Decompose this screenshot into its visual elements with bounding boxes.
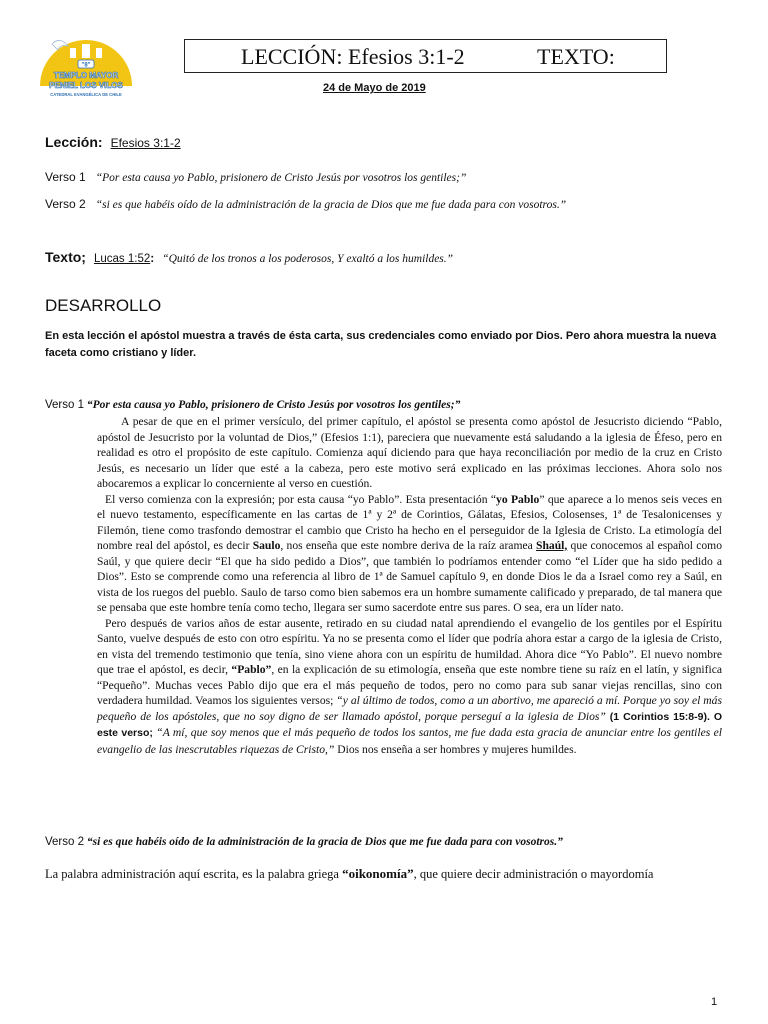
texto-line — [45, 249, 453, 267]
bold-run: (1 Corintios 15:8-9). O este verso; — [97, 710, 722, 739]
texto-text: “Quitó de los tronos a los poderosos, Y exaltó a los humildes.” — [162, 253, 454, 265]
paragraph: A pesar de que en el primer versículo, del primer capítulo, el apóstol se presenta como apóstol de Jesucristo diciendo “Pablo, apóstol de Jesucristo por la voluntad de Dios,” (Efesios 1:1), pareciera que nuevamente está saludando a la iglesia de Éfeso, pero en realidad es otro el propósito de este capítulo. Comienza aquí diciendo para que haya reconciliación por medio de la cruz en Cristo Jesús, es necesario un líder que esté a la cabeza, pero este motivo será explicado en las próximas lecciones. Ahora solo nos abocaremos a explicar lo concerniente al verso en cuestión. — [97, 415, 722, 490]
verse-text: “si es que habéis oído de la administración de la gracia de Dios que me fue dada para con vosotros.” — [95, 199, 567, 211]
logo-line-3: CATEDRAL EVANGÉLICA DE CHILE — [50, 92, 122, 97]
verse-label: Verso 1 — [45, 170, 86, 184]
verse-label: Verso 2 — [45, 197, 86, 211]
text-run: Pero después de varios años de estar ausente, retirado en su ciudad natal aprendiendo el evangelio de los gentiles por el Espíritu Santo, vuelve después de esto con otro espíritu. Ya no se presenta como el líder que podría ahora estar a cargo de la iglesia de Cristo, en vista del tremendo testimonio que tenía, sino viene ahora con un espíritu de humildad. Ahora dice “Yo Pablo”. El nuevo nombre que trae el apóstol, es decir, — [97, 616, 722, 676]
verso2-label: Verso 2 — [45, 836, 84, 848]
lesson-date: 24 de Mayo de 2019 — [323, 82, 426, 94]
title-box — [184, 39, 667, 73]
text-run: El verso comienza con la expresión; por esta causa “yo Pablo”. Esta presentación “ — [105, 492, 497, 506]
texto-colon: : — [150, 251, 155, 265]
verso1-body — [97, 414, 722, 757]
logo-line-1: TEMPLO MAYOR — [53, 71, 119, 80]
texto-label: Texto; — [45, 249, 86, 265]
verso1-label: Verso 1 — [45, 399, 84, 411]
italic-run: “y al último de todos, como a un abortivo, me apareció a mí. Porque yo soy el más pequeño de los apóstoles, que no soy digno de ser llamado apóstol, porque perseguí a la iglesia de Dios” — [97, 694, 722, 723]
bold-run: “oikonomía” — [342, 866, 414, 881]
leccion-title: LECCIÓN: Efesios 3:1-2 — [241, 44, 465, 69]
logo-building — [82, 44, 90, 58]
bold-run: yo Pablo — [496, 492, 540, 506]
bold-run: Saulo — [252, 539, 281, 552]
paragraph — [97, 492, 722, 616]
verse-text: “Por esta causa yo Pablo, prisionero de Cristo Jesús por vosotros los gentiles;” — [95, 172, 467, 184]
text-run: La palabra administración aquí escrita, es la palabra griega — [45, 867, 343, 881]
verso2-quote: “si es que habéis oído de la administración de la gracia de Dios que me fue dada para con vosotros.” — [86, 836, 563, 848]
verso1-quote: “Por esta causa yo Pablo, prisionero de Cristo Jesús por vosotros los gentiles;” — [86, 399, 461, 411]
texto-ref: Lucas 1:52 — [93, 253, 151, 265]
text-run: ” que aparece a lo menos seis veces en el nuevo testamento, específicamente en las cartas de 1ª y 2ª de Corintios, Gálatas, Efesios, Colosenses, 1ª de Tesalonicenses y Filemón, tiene como trasfondo demostrar el cambio que Cristo ha hecho en el perseguidor de la Iglesia de Cristo. La etimología del nombre real del apóstol, es decir — [97, 492, 722, 552]
logo-badge: "8" — [81, 62, 91, 69]
text-run: , en la explicación de su etimología, enseña que este nombre tiene su raíz en el latín, y significa “Pequeño”. Muchas veces Pablo dijo que era el más pequeño de todos, pero no como para sub sanar viejas rencillas, sino con verdadera humildad. Veamos los siguientes versos; — [97, 663, 722, 707]
leccion-label: Lección: — [45, 134, 103, 150]
desarrollo-intro: En esta lección el apóstol muestra a través de ésta carta, sus credenciales como enviado por Dios. Pero ahora muestra la nueva faceta como cristiano y líder. — [45, 330, 717, 359]
logo-line-2: PENIEL LOS VILOS — [49, 81, 123, 90]
paragraph — [97, 616, 722, 758]
logo-building — [96, 48, 102, 58]
church-logo — [30, 30, 142, 102]
verso2-heading — [45, 836, 563, 848]
text-run: Dios nos enseña a ser hombres y mujeres humildes. — [334, 742, 577, 756]
desarrollo-heading: DESARROLLO — [45, 296, 162, 315]
bold-run: Shaúl, — [536, 539, 568, 552]
text-run: que conocemos al español como Saúl, y que quiere decir “El que ha sido pedido a Dios”, que también lo podríamos entender como “el Líder que ha sido pedido a Dios”. Esto se comprende como una referencia al libro de 1ª de Samuel capítulo 9, en donde Dios le da a Israel como rey a Saúl, en vista de los ruegos del pueblo. Saulo de tarso como bien sabemos era un hombre sumamente calificado y preparado, de tal manera que se pensaba que este hombre tenía como techo, llegara ser sumo sacerdote entre sus pares. O sea, era un líder nato. — [97, 539, 722, 614]
leccion-ref: Efesios 3:1-2 — [110, 136, 181, 150]
verso2-paragraph — [45, 865, 725, 883]
page-number: 1 — [711, 996, 718, 1008]
text-run: , nos enseña que este nombre deriva de la raíz aramea — [280, 539, 537, 552]
italic-run: “A mí, que soy menos que el más pequeño de todos los santos, me fue dada esta gracia de anunciar entre los gentiles el evangelio de las inescrutables riquezas de Cristo,” — [97, 726, 722, 756]
verse-line — [45, 195, 566, 213]
leccion-line — [45, 134, 181, 152]
text-run: , que quiere decir administración o mayordomía — [413, 867, 654, 881]
verso1-heading — [45, 399, 460, 411]
logo-building — [70, 48, 76, 58]
bold-run: “Pablo” — [231, 663, 272, 676]
texto-title: TEXTO: — [537, 44, 615, 69]
verse-line — [45, 168, 466, 186]
